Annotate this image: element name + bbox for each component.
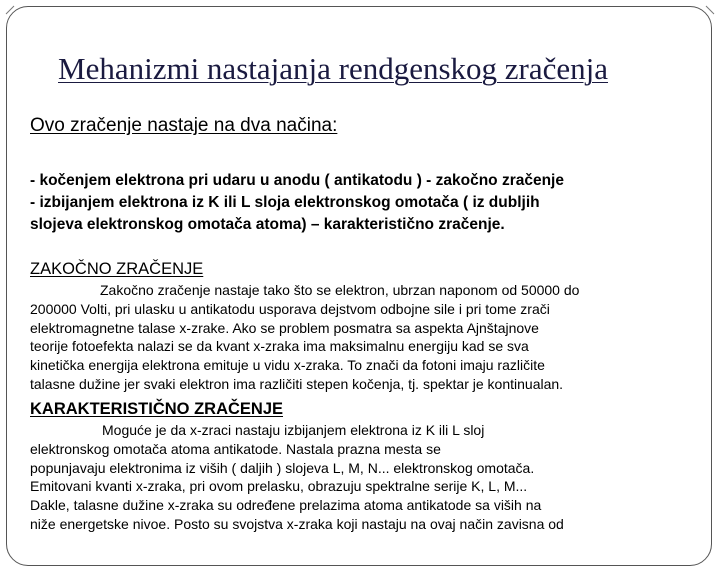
paragraph-line: talasne dužine jer svaki elektron ima različiti stepen kočenja, tj. spektar je kontinualan.	[30, 375, 564, 392]
paragraph-line: Dakle, talasne dužine x-zraka su određene prelazima atoma antikatode sa viših na	[30, 497, 542, 514]
slide-title: Mehanizmi nastajanja rendgenskog zračenja	[58, 51, 609, 86]
paragraph-line: 200000 Volti, pri ulasku u antikatodu usporava dejstvom odbojne sile i pri tome zrači	[30, 300, 550, 317]
paragraph-line: elektronskog omotača atoma antikatode. Nastala prazna mesta se	[30, 440, 441, 457]
bullet-list	[30, 170, 710, 236]
paragraph-line: elektromagnetne talase x-zrake. Ako se problem posmatra sa aspekta Ajnštajnove	[30, 319, 539, 336]
paragraph-line: teorije fotoefekta nalazi se da kvant x-zraka ima maksimalnu energiju kad se sva	[30, 338, 529, 355]
section-heading-karakteristicno: KARAKTERISTIČNO ZRAČENJE	[30, 400, 284, 418]
paragraph-line: Moguće je da x-zraci nastaju izbijanjem elektrona iz K ili L sloj	[102, 422, 485, 438]
bullet-item: slojeva elektronskog omotača atoma) – karakteristično zračenje.	[30, 216, 505, 233]
paragraph-line: kinetička energija elektrona emituje u vidu x-zraka. To znači da fotoni imaju različite	[30, 357, 545, 374]
paragraph-line: popunjavaju elektronima iz viših ( daljih ) slojeva L, M, N... elektronskog omotača.	[30, 459, 535, 476]
bullet-item: - kočenjem elektrona pri udaru u anodu ( antikatodu ) - zakočno zračenje	[30, 172, 564, 189]
section-paragraph-karakteristicno	[30, 421, 692, 534]
bullet-item: - izbijanjem elektrona iz K ili L sloja elektronskog omotača ( iz dubljih	[30, 194, 540, 211]
paragraph-line: Emitovani kvanti x-zraka, pri ovom prelasku, obrazuju spektralne serije K, L, M...	[30, 478, 528, 495]
section-heading-zakocno: ZAKOČNO ZRAČENJE	[30, 260, 204, 278]
paragraph-line: Zakočno zračenje nastaje tako što se elektron, ubrzan naponom od 50000 do	[100, 282, 580, 298]
section-paragraph-zakocno	[30, 281, 692, 394]
intro-text: Ovo zračenje nastaje na dva načina:	[30, 115, 338, 136]
paragraph-line: niže energetske nivoe. Posto su svojstva x-zraka koji nastaju na ovaj način zavisna od	[30, 515, 564, 532]
